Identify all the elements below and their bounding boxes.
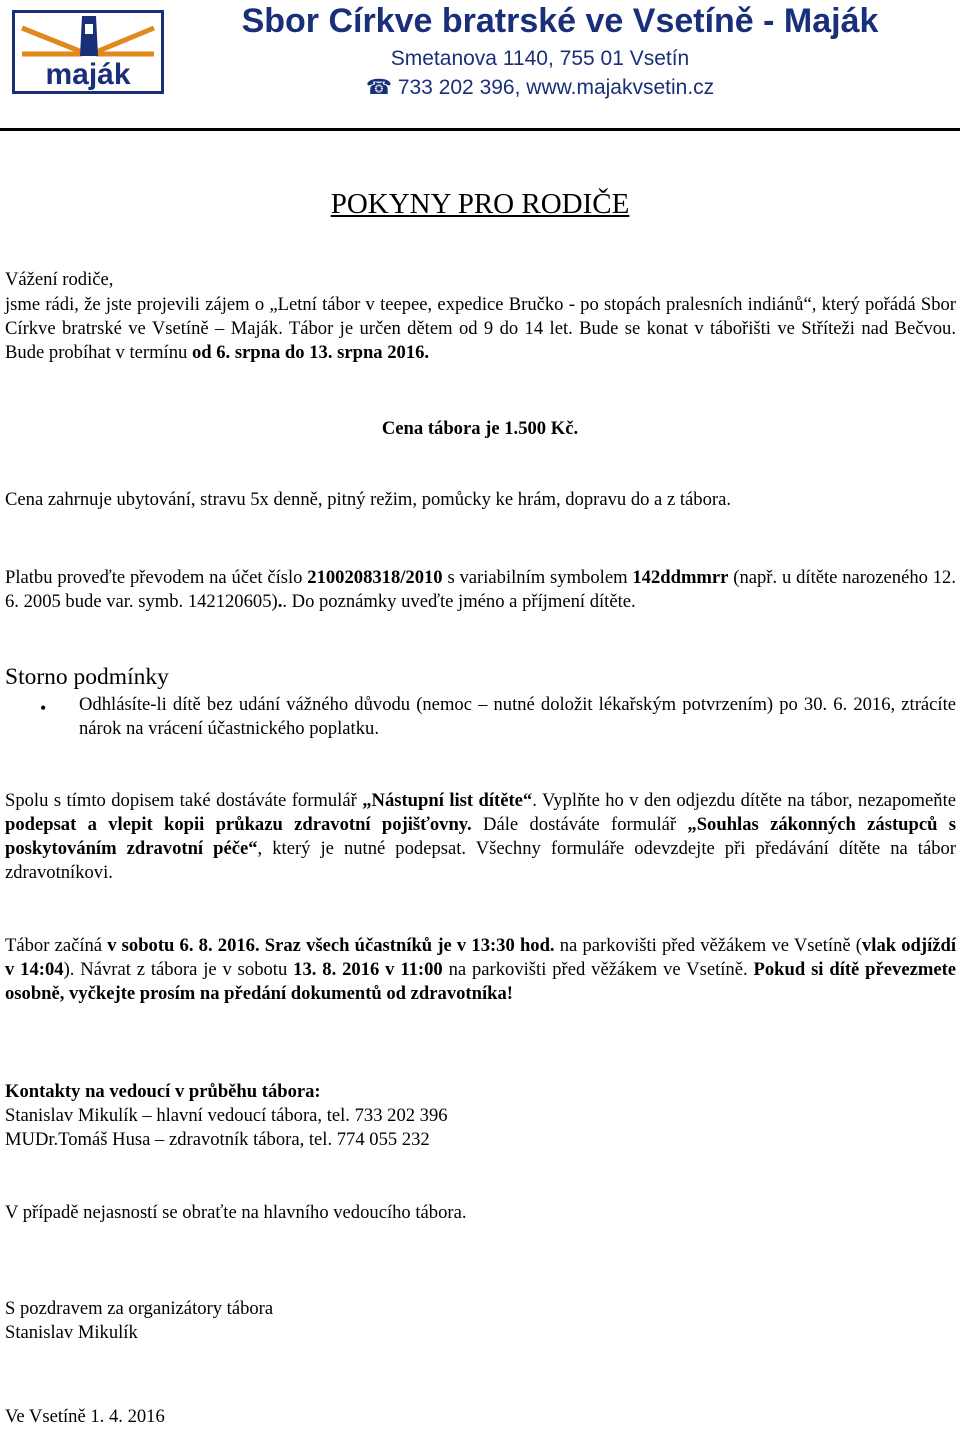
contacts-heading (5, 1080, 956, 1104)
date-place: Ve Vsetíně 1. 4. 2016 (5, 1406, 165, 1427)
price-includes: Cena zahrnuje ubytování, stravu 5x denně, pitný režim, pomůcky ke hrám, dopravu do a z tábora. (5, 489, 731, 510)
intro-paragraph (5, 293, 956, 365)
payment-text: s variabilním symbolem (442, 567, 633, 588)
header-divider (0, 128, 960, 131)
forms-text: Spolu s tímto dopisem také dostáváte formulář (5, 790, 363, 811)
schedule-text: Tábor začíná (5, 935, 108, 956)
return-date: 13. 8. 2016 v 11:00 (293, 959, 443, 980)
payment-text: Platbu proveďte převodem na účet číslo (5, 567, 308, 588)
questions-note: V případě nejasností se obraťte na hlavního vedoucího tábora. (5, 1202, 467, 1223)
schedule-text: na parkovišti před věžákem ve Vsetíně ( (554, 935, 862, 956)
schedule-text: na parkovišti před věžákem ve Vsetíně. (442, 959, 754, 980)
price: Cena tábora je 1.500 Kč. (381, 418, 579, 439)
signature-name: Stanislav Mikulík (5, 1322, 138, 1343)
logo-text: maják (45, 58, 131, 91)
contact-line: MUDr.Tomáš Husa – zdravotník tábora, tel. 774 055 232 (5, 1129, 430, 1150)
org-contact (180, 75, 900, 100)
phone-icon: ☎ (365, 76, 392, 99)
contacts-heading-text: Kontakty na vedoucí v průběhu tábora: (5, 1081, 321, 1102)
forms-text: Dále dostáváte formulář (471, 814, 688, 835)
pickup-warning: Pokud si dítě převezmete osobně, vyčkejte prosím na předání dokumentů od zdravotníka! (5, 959, 957, 1004)
storno-item: Odhlásíte-li dítě bez udání vážného důvodu (nemoc – nutné doložit lékařským potvrzením) po 30. 6. 2016, ztrácíte nárok na vrácení účastnického poplatku. (79, 694, 956, 739)
forms-paragraph (5, 789, 956, 885)
schedule-paragraph (5, 934, 956, 1006)
closing-regards: S pozdravem za organizátory tábora (5, 1298, 274, 1319)
form-name-nastupni-list: „Nástupní list dítěte“ (362, 790, 533, 811)
price-line (0, 417, 960, 441)
start-info: v sobotu 6. 8. 2016. Sraz všech účastníků je v 13:30 hod. (107, 935, 555, 956)
account-number: 2100208318/2010 (307, 567, 443, 588)
schedule-text: ). Návrat z tábora je v sobotu (63, 959, 294, 980)
majak-logo (12, 10, 164, 94)
variable-symbol: 142ddmmrr (632, 567, 729, 588)
form-name-souhlas: „Souhlas zákonných zástupců s poskytováním zdravotní péče“ (5, 814, 956, 859)
intro-dates: od 6. srpna do 13. srpna 2016. (191, 342, 430, 363)
payment-text: (např. u dítěte narozeného 12. 6. 2005 bude var. symb. 142120605) (5, 567, 957, 612)
payment-period: . (277, 591, 283, 612)
page-title: POKYNY PRO RODIČE (330, 188, 630, 220)
storno-heading: Storno podmínky (5, 664, 169, 690)
train-departure: vlak odjíždí v 14:04 (5, 935, 957, 980)
org-name: Sbor Církve bratrské ve Vsetíně - Maják (241, 2, 879, 40)
contact-text: 733 202 396, www.majakvsetin.cz (397, 76, 715, 99)
payment-note: . Do poznámky uveďte jméno a příjmení dítěte. (282, 591, 636, 612)
forms-instruction: podepsat a vlepit kopii průkazu zdravotní pojišťovny. (5, 814, 472, 835)
intro-text: jsme rádi, že jste projevili zájem o „Letní tábor v teepee, expedice Bručko - po stopách pralesních indiánů“, který pořádá Sbor Církve bratrské ve Vsetíně – Maják. Tábor je určen dětem od 9 do 14 let. Bude se konat v tábořišti ve Stříteži nad Bečvou. Bude probíhat v termínu (5, 294, 956, 363)
contact-line: Stanislav Mikulík – hlavní vedoucí tábora, tel. 733 202 396 (5, 1105, 448, 1126)
forms-text: . Vyplňte ho v den odjezdu dítěte na tábor, nezapomeňte (532, 790, 956, 811)
forms-text: , který je nutné podepsat. Všechny formuláře odevzdejte při předávání dítěte na tábor zdravotníkovi. (5, 838, 957, 883)
bullet-icon: • (40, 698, 47, 718)
org-address: Smetanova 1140, 755 01 Vsetín (390, 47, 690, 70)
greeting: Vážení rodiče, (5, 269, 114, 290)
payment-paragraph (5, 566, 956, 614)
